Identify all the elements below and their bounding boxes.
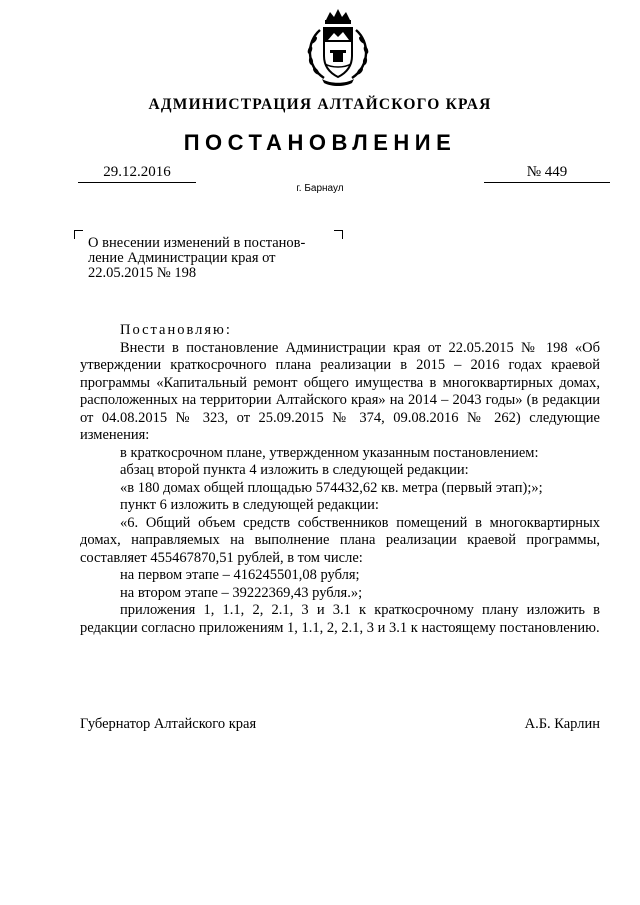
body-paragraph: абзац второй пункта 4 изложить в следующей редакции: xyxy=(120,462,469,478)
document-city: г. Барнаул xyxy=(296,183,344,194)
subject-line: 22.05.2015 № 198 xyxy=(88,265,197,281)
body-paragraph: приложения 1, 1.1, 2, 2.1, 3 и 3.1 к краткосрочному плану изложить в редакции согласно приложениям 1, 1.1, 2, 2.1, 3 и 3.1 к настоящему постановлению. xyxy=(80,602,600,636)
body-paragraph: «6. Общий объем средств собственников помещений в многоквартирных домах, направляемых на выполнение плана реализации краевой программы, составляет 455467870,51 рублей, в том числе: xyxy=(80,514,600,566)
document-body xyxy=(80,322,600,637)
subject-bracket-left xyxy=(74,230,83,239)
resolution-intro: Постановляю: xyxy=(120,322,232,338)
organization-name: АДМИНИСТРАЦИЯ АЛТАЙСКОГО КРАЯ xyxy=(148,96,492,113)
document-date: 29.12.2016 xyxy=(78,164,196,183)
body-paragraph: «в 180 домах общей площадью 574432,62 кв. метра (первый этап);»; xyxy=(120,479,543,496)
body-paragraph: на первом этапе – 416245501,08 рубля; xyxy=(120,567,360,583)
document-type: ПОСТАНОВЛЕНИЕ xyxy=(183,130,457,155)
body-paragraph: пункт 6 изложить в следующей редакции: xyxy=(120,497,379,513)
body-paragraph: в краткосрочном плане, утвержденном указанным постановлением: xyxy=(120,444,539,461)
signatory-position: Губернатор Алтайского края xyxy=(80,716,257,732)
subject-line: О внесении изменений в постанов- xyxy=(88,235,306,251)
body-paragraph: на втором этапе – 39222369,43 рубля.»; xyxy=(120,584,363,601)
coat-of-arms-icon xyxy=(300,6,376,88)
subject-line: ление Администрации края от xyxy=(88,250,276,266)
body-paragraph: Внести в постановление Администрации края от 22.05.2015 № 198 «Об утверждении краткосрочного плана реализации в 2015 – 2016 годах краевой программы «Капитальный ремонт общего имущества в многоквартирных домах, расположенных на территории Алтайского края» на 2014 – 2043 годы» (в редакции от 04.08.2015 № 323, от 25.09.2015 № 374, 09.08.2016 № 262) следующие изменения: xyxy=(80,339,600,443)
document-subject xyxy=(88,236,342,281)
signatory-name: А.Б. Карлин xyxy=(524,716,600,732)
document-number: № 449 xyxy=(484,164,610,183)
